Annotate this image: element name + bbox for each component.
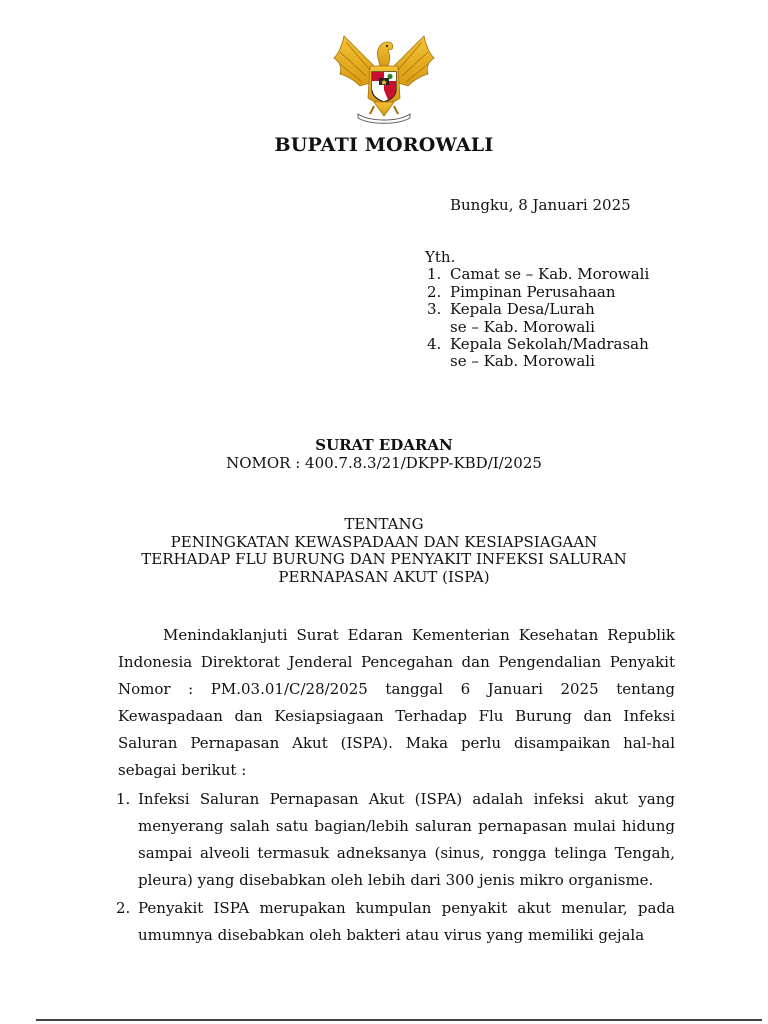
recipient-number: 2.: [427, 282, 442, 301]
salutation: Yth.: [425, 248, 456, 266]
recipient-list: [425, 266, 649, 370]
recipient-item: [425, 301, 649, 336]
point-text: Penyakit ISPA merupakan kumpulan penyakit akut menular, pada umumnya disebabkan oleh bakteri atau virus yang memiliki gejala: [138, 899, 675, 944]
point-number: 2.: [116, 899, 131, 917]
recipients-block: [425, 249, 649, 371]
subject-line: TERHADAP FLU BURUNG DAN PENYAKIT INFEKSI SALURAN: [141, 550, 627, 568]
page-divider: [36, 1019, 762, 1021]
point-item: [118, 895, 675, 949]
subject-block: [0, 516, 768, 586]
page-title: BUPATI MOROWALI: [274, 134, 494, 156]
recipient-line: Kepala Sekolah/Madrasah: [450, 335, 649, 354]
recipient-number: 3.: [427, 300, 442, 319]
recipient-number: 1.: [427, 265, 442, 284]
point-number: 1.: [116, 790, 131, 808]
recipient-line: Pimpinan Perusahaan: [450, 282, 616, 301]
recipient-line: se – Kab. Morowali: [450, 352, 595, 371]
garuda-pancasila-emblem: [330, 32, 438, 124]
intro-paragraph: Menindaklanjuti Surat Edaran Kementerian Kesehatan Republik Indonesia Direktorat Jenderal Pencegahan dan Pengendalian Penyakit Nomor : PM.03.01/C/28/2025 tanggal 6 Januari 2025 tentang Kewaspadaan dan Kesiapsiagaan Terhadap Flu Burung dan Infeksi Saluran Pernapasan Akut (ISPA). Maka perlu disampaikan hal-hal sebagai berikut :: [118, 626, 675, 779]
subject-line: PERNAPASAN AKUT (ISPA): [278, 567, 490, 586]
circular-number: NOMOR : 400.7.8.3/21/DKPP-KBD/I/2025: [226, 454, 542, 472]
recipient-line: se – Kab. Morowali: [450, 317, 595, 336]
about-label: TENTANG: [344, 515, 424, 533]
point-text: Infeksi Saluran Pernapasan Akut (ISPA) adalah infeksi akut yang menyerang salah satu bagian/lebih saluran pernapasan mulai hidung sampai alveoli termasuk adneksanya (sinus, rongga telinga Tengah, pleura) yang disebabkan oleh lebih dari 300 jenis mikro organisme.: [138, 790, 675, 889]
circular-title: SURAT EDARAN: [315, 436, 453, 454]
recipient-item: [425, 336, 649, 371]
points-list: [118, 786, 675, 949]
recipient-item: [425, 284, 649, 301]
recipient-line: Camat se – Kab. Morowali: [450, 265, 650, 284]
letter-date: Bungku, 8 Januari 2025: [450, 196, 631, 214]
point-item: [118, 786, 675, 894]
subject-line: PENINGKATAN KEWASPADAAN DAN KESIAPSIAGAAN: [170, 532, 598, 551]
recipient-line: Kepala Desa/Lurah: [450, 300, 595, 319]
recipient-item: [425, 266, 649, 283]
recipient-number: 4.: [427, 335, 442, 354]
letter-body: [118, 622, 675, 950]
